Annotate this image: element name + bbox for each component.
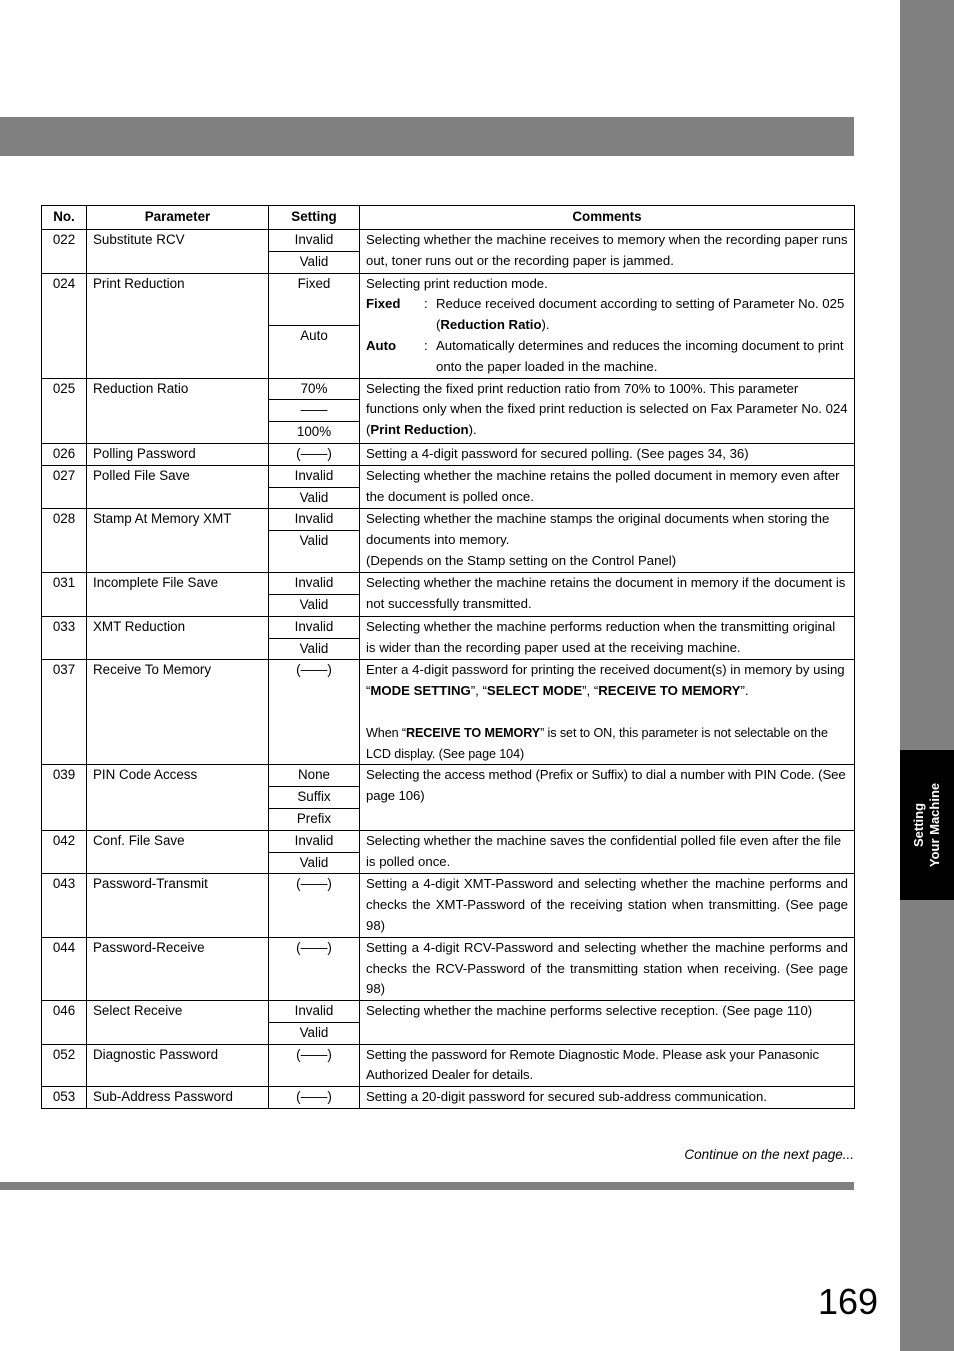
footer-bar bbox=[0, 1182, 854, 1190]
header-setting: Setting bbox=[269, 206, 360, 230]
table-row bbox=[42, 1001, 855, 1023]
comment-text: When “ bbox=[366, 725, 406, 740]
comment-paragraph-2 bbox=[366, 723, 848, 765]
row-no: 043 bbox=[42, 874, 87, 937]
row-parameter: Receive To Memory bbox=[87, 660, 269, 765]
table-row bbox=[42, 230, 855, 252]
table-row bbox=[42, 509, 855, 531]
comment-paragraph-1 bbox=[366, 660, 848, 702]
definition-text-b: ). bbox=[541, 317, 550, 333]
row-comment: Selecting the access method (Prefix or Suffix) to dial a number with PIN Code. (See page 106) bbox=[360, 765, 855, 830]
table-row bbox=[42, 465, 855, 487]
row-comment bbox=[360, 509, 855, 573]
row-no: 033 bbox=[42, 616, 87, 660]
header-bar bbox=[0, 117, 854, 156]
row-setting: (——) bbox=[269, 874, 360, 937]
comment-bold-select-mode: SELECT MODE bbox=[486, 683, 583, 699]
row-no: 027 bbox=[42, 465, 87, 509]
row-setting: Valid bbox=[269, 251, 360, 273]
row-no: 028 bbox=[42, 509, 87, 573]
definition-text: Automatically determines and reduces the incoming document to print onto the paper loaded in the machine. bbox=[436, 337, 844, 374]
row-comment: Setting the password for Remote Diagnostic Mode. Please ask your Panasonic Authorized Dealer for details. bbox=[360, 1044, 855, 1087]
definition-text bbox=[436, 294, 848, 336]
row-comment bbox=[360, 378, 855, 443]
row-comment: Selecting whether the machine saves the confidential polled file even after the file is polled once. bbox=[360, 830, 855, 874]
row-setting: Invalid bbox=[269, 1001, 360, 1023]
row-no: 053 bbox=[42, 1087, 87, 1109]
row-parameter: Password-Transmit bbox=[87, 874, 269, 937]
row-setting: Valid bbox=[269, 1022, 360, 1044]
section-tab bbox=[900, 750, 954, 900]
continue-note: Continue on the next page... bbox=[684, 1147, 854, 1162]
comment-sep: ”, “ bbox=[582, 683, 599, 699]
row-setting: 100% bbox=[269, 422, 360, 444]
row-setting: Valid bbox=[269, 852, 360, 874]
row-setting: (——) bbox=[269, 937, 360, 1000]
row-parameter: Password-Receive bbox=[87, 937, 269, 1000]
row-setting: Suffix bbox=[269, 787, 360, 809]
row-comment: Selecting whether the machine retains the polled document in memory even after the document is polled once. bbox=[360, 465, 855, 509]
row-setting: —— bbox=[269, 400, 360, 422]
row-setting: Valid bbox=[269, 487, 360, 509]
row-setting: (——) bbox=[269, 1087, 360, 1109]
row-comment bbox=[360, 660, 855, 765]
row-no: 052 bbox=[42, 1044, 87, 1087]
row-no: 024 bbox=[42, 273, 87, 378]
row-no: 042 bbox=[42, 830, 87, 874]
row-no: 031 bbox=[42, 573, 87, 617]
row-comment: Selecting whether the machine retains the document in memory if the document is not successfully transmitted. bbox=[360, 573, 855, 617]
row-setting: Prefix bbox=[269, 808, 360, 830]
row-parameter: Select Receive bbox=[87, 1001, 269, 1045]
comment-text: Enter a 4-digit password for printing the received document(s) in memory by using “ bbox=[366, 662, 845, 699]
comment-bold: Print Reduction bbox=[370, 422, 469, 438]
comment-text: ” is set to ON, this parameter is not selectable on the LCD display. (See page 104) bbox=[366, 725, 828, 761]
header-comments: Comments bbox=[360, 206, 855, 230]
row-setting: Valid bbox=[269, 531, 360, 573]
table-row bbox=[42, 874, 855, 937]
row-parameter: Sub-Address Password bbox=[87, 1087, 269, 1109]
row-comment: Selecting whether the machine performs reduction when the transmitting original is wider than the recording paper used at the receiving machine. bbox=[360, 616, 855, 660]
table-row bbox=[42, 937, 855, 1000]
row-comment: Setting a 4-digit XMT-Password and selecting whether the machine performs and checks the XMT-Password of the receiving station when transmitting. (See page 98) bbox=[360, 874, 855, 937]
side-strip bbox=[900, 0, 954, 1351]
row-setting: 70% bbox=[269, 378, 360, 400]
table-row bbox=[42, 1044, 855, 1087]
comment-intro: Selecting print reduction mode. bbox=[366, 275, 548, 291]
row-comment: Selecting whether the machine performs selective reception. (See page 110) bbox=[360, 1001, 855, 1045]
row-comment: Selecting whether the machine receives to memory when the recording paper runs out, toner runs out or the recording paper is jammed. bbox=[360, 230, 855, 274]
row-parameter: Stamp At Memory XMT bbox=[87, 509, 269, 573]
table-row bbox=[42, 443, 855, 465]
row-setting: None bbox=[269, 765, 360, 787]
comment-bold: RECEIVE TO MEMORY bbox=[406, 725, 541, 740]
definition-key: Fixed bbox=[366, 296, 401, 312]
definition-fixed bbox=[366, 294, 848, 336]
row-parameter: PIN Code Access bbox=[87, 765, 269, 830]
row-no: 037 bbox=[42, 660, 87, 765]
row-setting: (——) bbox=[269, 1044, 360, 1087]
row-setting: Invalid bbox=[269, 230, 360, 252]
comment-text-b: ). bbox=[468, 422, 477, 438]
table-row bbox=[42, 1087, 855, 1109]
row-parameter: Polled File Save bbox=[87, 465, 269, 509]
row-setting: (——) bbox=[269, 660, 360, 765]
row-parameter: Incomplete File Save bbox=[87, 573, 269, 617]
comment-end: ”. bbox=[740, 683, 749, 699]
comment-text-a: Selecting the fixed print reduction ratio from 70% to 100%. This parameter functions only when the fixed print reduction is selected on Fax Parameter No. 024 ( bbox=[366, 380, 848, 438]
row-no: 025 bbox=[42, 378, 87, 443]
definition-bold: Reduction Ratio bbox=[440, 317, 542, 333]
header-no: No. bbox=[42, 206, 87, 230]
section-tab-line2: Your Machine bbox=[927, 782, 942, 868]
row-parameter: Polling Password bbox=[87, 443, 269, 465]
row-parameter: Reduction Ratio bbox=[87, 378, 269, 443]
definition-colon: : bbox=[424, 337, 428, 353]
row-no: 026 bbox=[42, 443, 87, 465]
table-row bbox=[42, 616, 855, 638]
comment-bold-mode-setting: MODE SETTING bbox=[370, 683, 471, 699]
row-comment bbox=[360, 273, 855, 378]
definition-colon: : bbox=[424, 296, 428, 312]
row-setting: Valid bbox=[269, 638, 360, 660]
comment-sep: ”, “ bbox=[470, 683, 487, 699]
row-setting: Invalid bbox=[269, 465, 360, 487]
row-no: 044 bbox=[42, 937, 87, 1000]
table-row bbox=[42, 830, 855, 852]
definition-text-a: Reduce received document according to setting of Parameter No. 025 ( bbox=[436, 296, 845, 333]
row-parameter: Diagnostic Password bbox=[87, 1044, 269, 1087]
comment-text: Selecting whether the machine stamps the original documents when storing the documents into memory. bbox=[366, 511, 830, 548]
row-comment: Setting a 4-digit RCV-Password and selecting whether the machine performs and checks the RCV-Password of the transmitting station when receiving. (See page 98) bbox=[360, 937, 855, 1000]
definition-key: Auto bbox=[366, 337, 397, 353]
row-setting: Invalid bbox=[269, 616, 360, 638]
blank-line bbox=[366, 702, 848, 723]
parameter-table bbox=[41, 205, 855, 1109]
comment-bold-receive-to-memory: RECEIVE TO MEMORY bbox=[598, 683, 741, 699]
comment-note: (Depends on the Stamp setting on the Control Panel) bbox=[366, 552, 677, 568]
row-comment: Setting a 4-digit password for secured polling. (See pages 34, 36) bbox=[360, 443, 855, 465]
table-row bbox=[42, 765, 855, 787]
header-parameter: Parameter bbox=[87, 206, 269, 230]
row-comment: Setting a 20-digit password for secured sub-address communication. bbox=[360, 1087, 855, 1109]
row-setting: Valid bbox=[269, 594, 360, 616]
section-tab-line1: Setting bbox=[911, 802, 926, 848]
table-row bbox=[42, 378, 855, 400]
row-setting: Fixed bbox=[269, 273, 360, 325]
row-parameter: Substitute RCV bbox=[87, 230, 269, 274]
table-row bbox=[42, 660, 855, 765]
row-no: 046 bbox=[42, 1001, 87, 1045]
row-parameter: Print Reduction bbox=[87, 273, 269, 378]
row-parameter: XMT Reduction bbox=[87, 616, 269, 660]
row-setting: Invalid bbox=[269, 830, 360, 852]
row-setting: (——) bbox=[269, 443, 360, 465]
table-header-row bbox=[42, 206, 855, 230]
table-row bbox=[42, 573, 855, 595]
row-setting: Invalid bbox=[269, 573, 360, 595]
row-no: 039 bbox=[42, 765, 87, 830]
row-setting: Auto bbox=[269, 326, 360, 379]
row-no: 022 bbox=[42, 230, 87, 274]
definition-auto bbox=[366, 336, 848, 378]
row-parameter: Conf. File Save bbox=[87, 830, 269, 874]
page-number: 169 bbox=[818, 1281, 879, 1322]
table-row bbox=[42, 273, 855, 325]
row-setting: Invalid bbox=[269, 509, 360, 531]
